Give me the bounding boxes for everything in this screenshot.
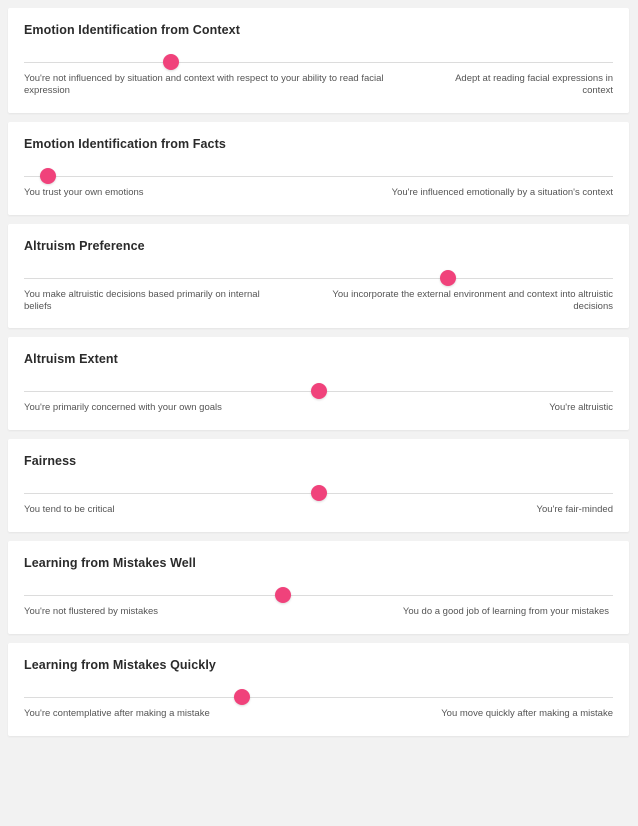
slider-track[interactable]	[24, 595, 613, 596]
slider-track[interactable]	[24, 176, 613, 177]
low-label: You're primarily concerned with your own goals	[24, 402, 222, 413]
slider-thumb[interactable]	[440, 270, 456, 286]
slider-track[interactable]	[24, 697, 613, 698]
slider-thumb[interactable]	[275, 587, 291, 603]
low-label: You tend to be critical	[24, 504, 115, 515]
slider-track[interactable]	[24, 391, 613, 392]
trait-card-altruism-extent	[8, 337, 629, 430]
trait-card-emotion-facts	[8, 122, 629, 215]
slider-thumb[interactable]	[234, 689, 250, 705]
trait-card-altruism-preference	[8, 224, 629, 328]
high-label: You move quickly after making a mistake	[441, 708, 613, 719]
low-label: You're not influenced by situation and context with respect to your ability to read facial expression	[24, 73, 384, 96]
trait-card-emotion-context	[8, 8, 629, 113]
slider-track[interactable]	[24, 493, 613, 494]
trait-title: Emotion Identification from Facts	[24, 137, 226, 151]
slider-thumb[interactable]	[40, 168, 56, 184]
high-label: You're altruistic	[549, 402, 613, 413]
slider-thumb[interactable]	[311, 383, 327, 399]
high-label: You're influenced emotionally by a situation's context	[391, 187, 613, 198]
trait-title: Emotion Identification from Context	[24, 23, 240, 37]
low-label: You're contemplative after making a mistake	[24, 708, 210, 719]
trait-title: Altruism Extent	[24, 352, 118, 366]
trait-card-mistakes-quickly	[8, 643, 629, 736]
high-label: You're fair-minded	[536, 504, 613, 515]
trait-title: Altruism Preference	[24, 239, 145, 253]
low-label: You trust your own emotions	[24, 187, 144, 198]
trait-title: Learning from Mistakes Quickly	[24, 658, 216, 672]
slider-thumb[interactable]	[163, 54, 179, 70]
high-label: You do a good job of learning from your mistakes	[402, 606, 609, 617]
trait-list	[8, 8, 629, 745]
trait-card-fairness	[8, 439, 629, 532]
slider-track[interactable]	[24, 278, 613, 279]
low-label: You're not flustered by mistakes	[24, 606, 159, 617]
trait-card-mistakes-well	[8, 541, 629, 634]
trait-title: Learning from Mistakes Well	[24, 556, 196, 570]
slider-thumb[interactable]	[311, 485, 327, 501]
low-label: You make altruistic decisions based primarily on internal beliefs	[24, 289, 260, 312]
high-label: You incorporate the external environment and context into altruistic decisions	[332, 289, 613, 312]
high-label: Adept at reading facial expressions in context	[455, 73, 613, 96]
trait-title: Fairness	[24, 454, 77, 468]
slider-track[interactable]	[24, 62, 613, 63]
